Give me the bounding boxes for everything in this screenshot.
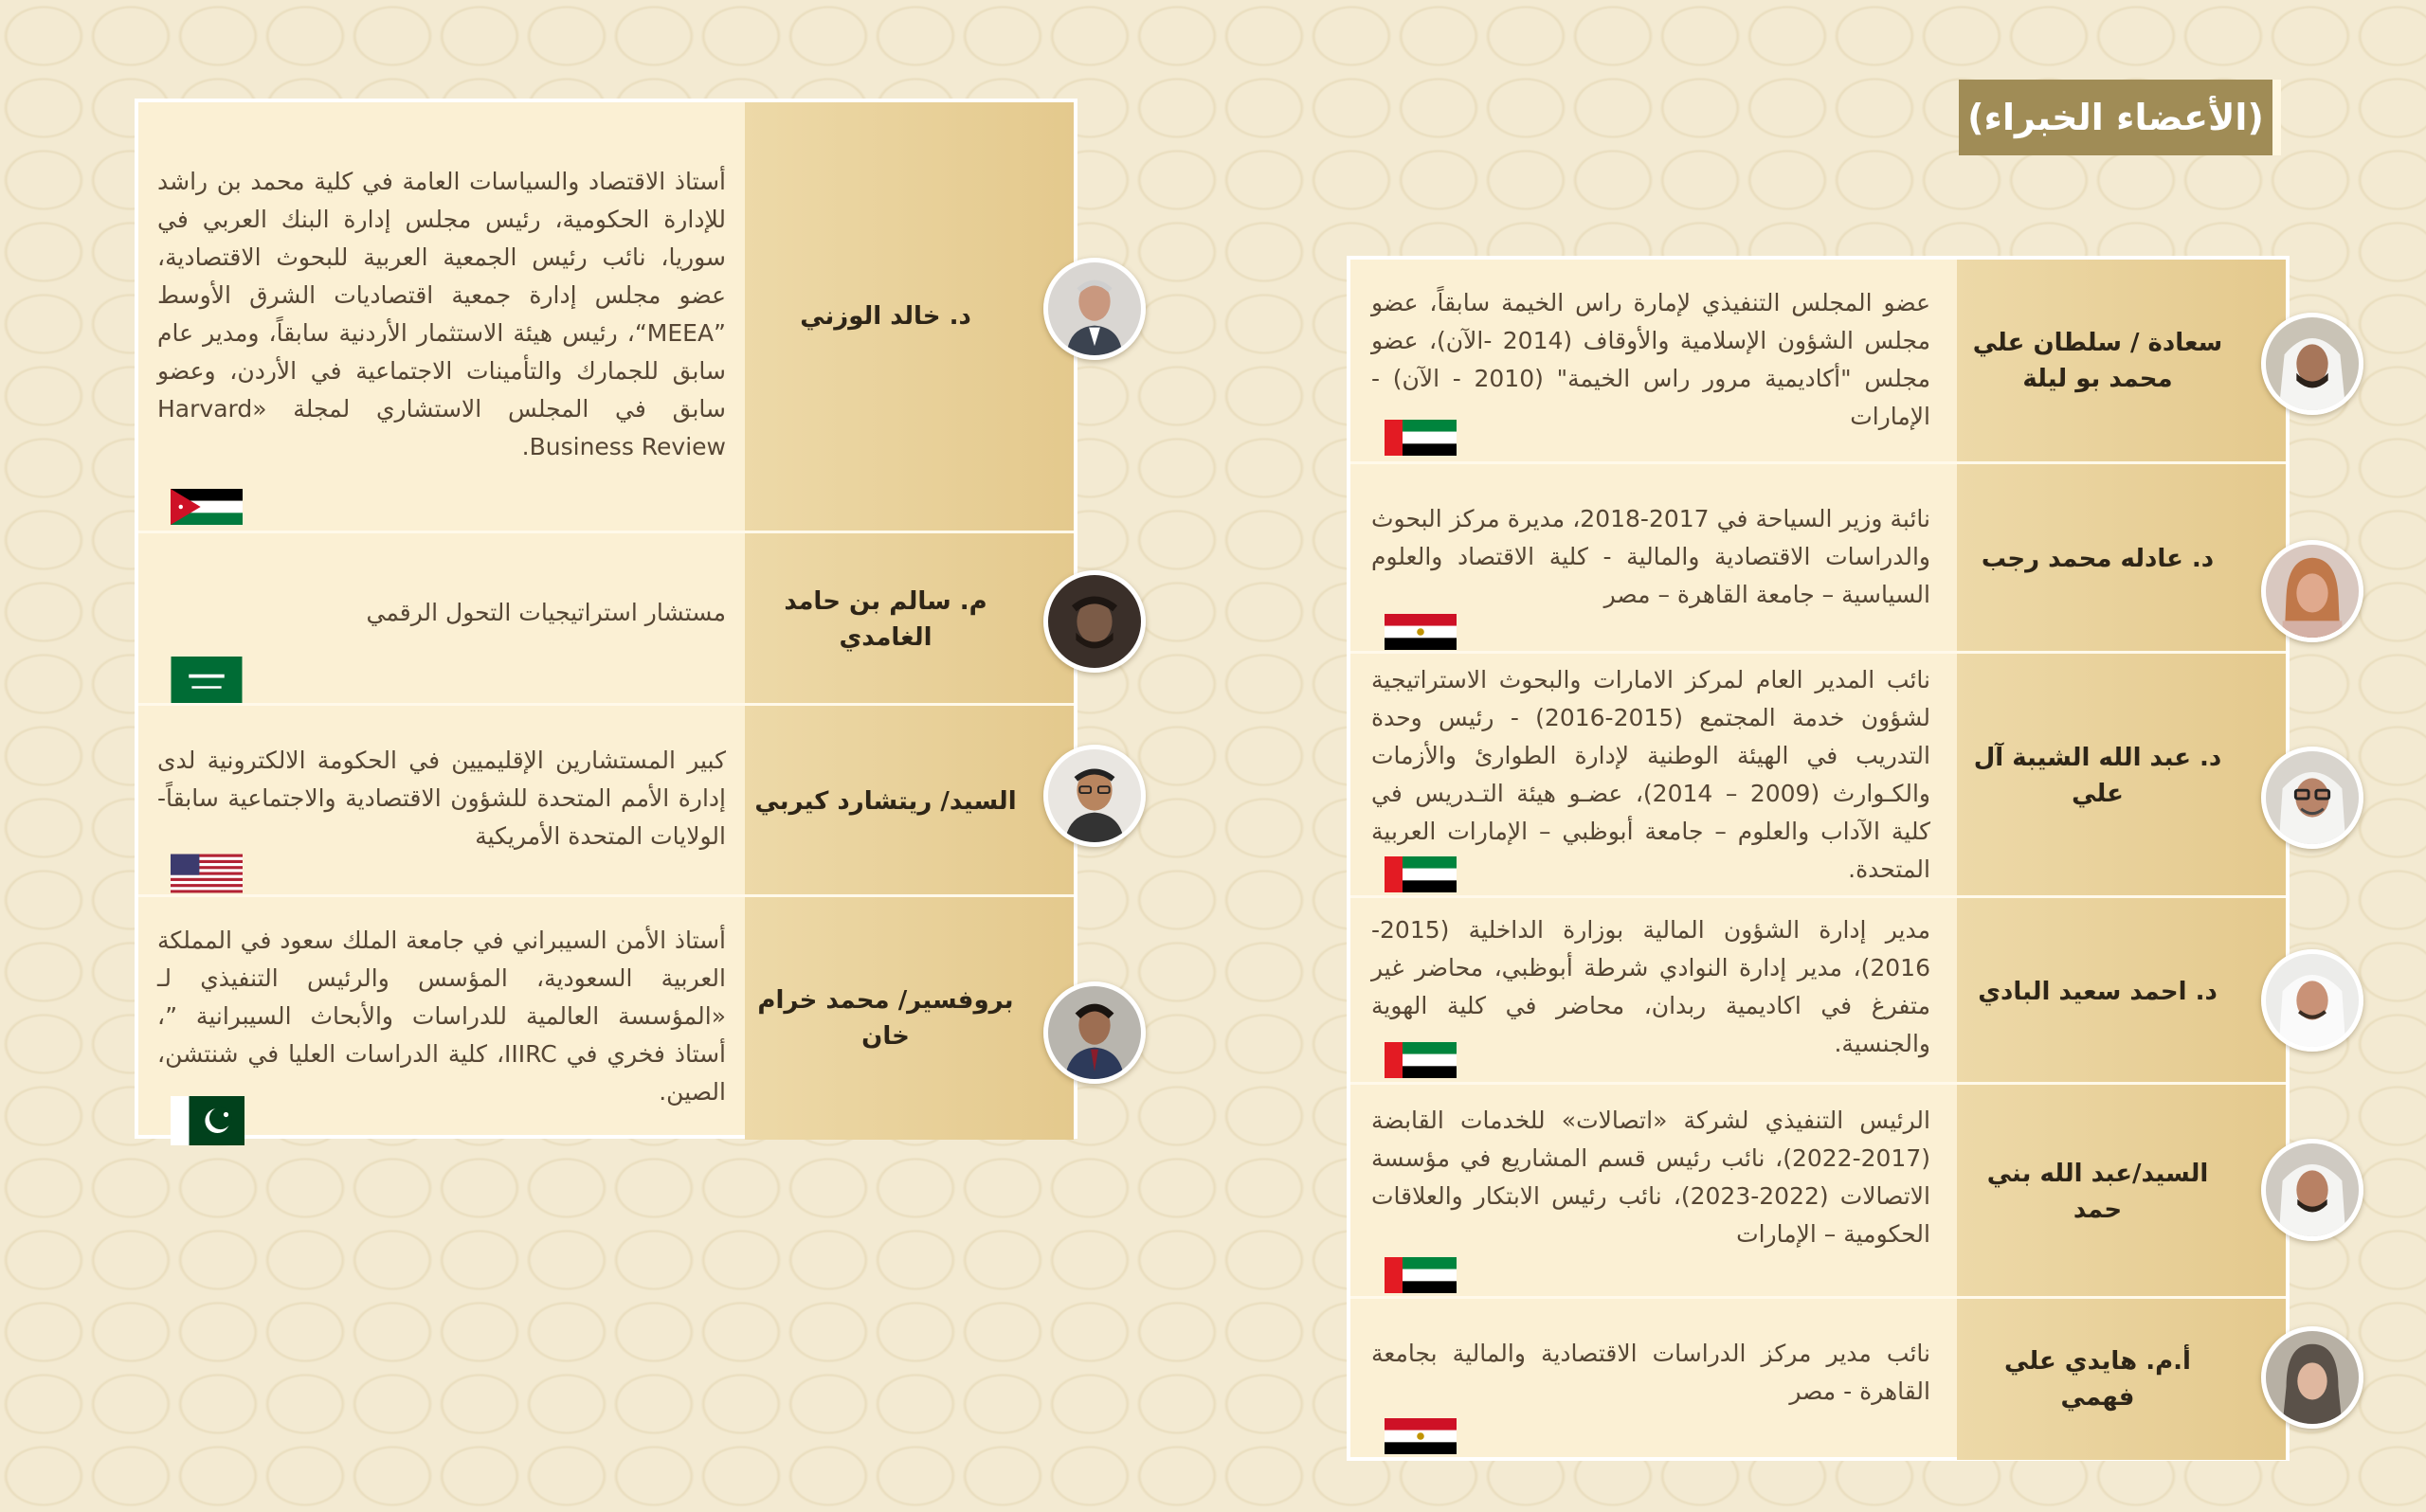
member-photo (2261, 1326, 2363, 1429)
member-photo (1043, 745, 1146, 847)
uae-flag-icon (1385, 1251, 1457, 1299)
member-row (1350, 260, 2286, 461)
section-title-box (1959, 80, 2281, 155)
member-row (1350, 1082, 2286, 1299)
egypt-flag-icon (1385, 608, 1457, 656)
member-name: السيد/عبد الله بني حمد (1957, 1085, 2286, 1299)
member-row (138, 894, 1074, 1140)
member-description: كبير المستشارين الإقليميين في الحكومة الالكترونية لدى إدارة الأمم المتحدة للشؤون الاقتصادية والاجتماعية سابقاً- الولايات المتحدة الأمريكية (157, 747, 726, 850)
member-name: د. احمد سعيد البادي (1957, 898, 2286, 1085)
member-row (1350, 461, 2286, 654)
jordan-flag-icon (171, 483, 243, 531)
section-title: (الأعضاء الخبراء) (1967, 97, 2264, 138)
member-description: نائب المدير العام لمركز الامارات والبحوث الاستراتيجية لشؤون خدمة المجتمع (2015-2016) - رئيس وحدة التدريب في الهيئة الوطنية لإدارة الطوارئ والأزمات والكـوارث (2009 – 2014)، عضـو هيئة التـدريس في كلية الآداب والعلوم – جامعة أبوظبي – الإمارات العربية المتحدة. (1371, 666, 1930, 883)
saudi-flag-icon (171, 657, 243, 704)
member-photo (2261, 747, 2363, 849)
member-name: سعادة / سلطان علي محمد بو ليلة (1957, 260, 2286, 461)
member-photo (2261, 949, 2363, 1052)
member-description: نائب مدير مركز الدراسات الاقتصادية والمالية بجامعة القاهرة - مصر (1371, 1340, 1930, 1405)
member-row (1350, 895, 2286, 1085)
member-photo (2261, 1139, 2363, 1241)
member-photo (1043, 981, 1146, 1084)
member-description: أستاذ الاقتصاد والسياسات العامة في كلية محمد بن راشد للإدارة الحكومية، رئيس مجلس إدارة البنك العربي في سوريا، نائب رئيس الجمعية العربية للبحوث الاقتصادية، عضو مجلس إدارة جمعية اقتصاديات الشرق الأوسط ”MEEA“، رئيس هيئة الاستثمار الأردنية سابقاً، ومدير عام سابق للجمارك والتأمينات الاجتماعية في الأردن، وعضو سابق في المجلس الاستشاري لمجلة «Harvard Business Review. (157, 168, 726, 460)
member-row (138, 102, 1074, 531)
uae-flag-icon (1385, 851, 1457, 898)
member-row (138, 531, 1074, 706)
member-name: م. سالم بن حامد الغامدي (745, 533, 1074, 706)
member-name: د. خالد الوزني (745, 102, 1074, 531)
member-name: بروفسير/ محمد خرام خان (745, 897, 1074, 1140)
member-name: السيد/ ريتشارد كيربي (745, 706, 1074, 897)
member-photo (2261, 540, 2363, 642)
expert-members-table-left (135, 99, 1077, 1139)
uae-flag-icon (1385, 414, 1457, 461)
usa-flag-icon (171, 850, 243, 897)
member-description: الرئيس التنفيذي لشركة «اتصالات» للخدمات القابضة (2017-2022)، نائب رئيس قسم المشاريع في مؤسسة الاتصالات (2022-2023)، نائب رئيس الابتكار والعلاقات الحكومية – الإمارات (1371, 1107, 1930, 1248)
member-row (1350, 1296, 2286, 1460)
egypt-flag-icon (1385, 1413, 1457, 1460)
member-row (1350, 651, 2286, 898)
member-name: د. عبد الله الشيبة آل علي (1957, 654, 2286, 898)
member-description: مستشار استراتيجيات التحول الرقمي (366, 599, 726, 626)
member-name: د. عادله محمد رجب (1957, 464, 2286, 654)
pakistan-flag-icon (171, 1096, 244, 1145)
expert-members-table-right (1347, 256, 2290, 1461)
member-description: عضو المجلس التنفيذي لإمارة راس الخيمة سابقاً، عضو مجلس الشؤون الإسلامية والأوقاف (2014 -الآن)، عضو مجلس "أكاديمية مرور راس الخيمة" (2010 - الآن) - الإمارات (1371, 289, 1931, 430)
member-photo (1043, 570, 1146, 673)
uae-flag-icon (1385, 1036, 1457, 1084)
member-name: أ.م. هايدي علي فهمي (1957, 1299, 2286, 1460)
member-description: مدير إدارة الشؤون المالية بوزارة الداخلية (2015-2016)، مدير إدارة النوادي شرطة أبوظبي، محاضر غير متفرغ في اكاديمية ربدان، محاضر في كلية الهوية والجنسية. (1371, 916, 1930, 1057)
member-photo (2261, 313, 2363, 415)
member-row (138, 703, 1074, 897)
member-description: نائبة وزير السياحة في 2017-2018، مديرة مركز البحوث والدراسات الاقتصادية والمالية - كلية الاقتصاد والعلوم السياسية – جامعة القاهرة – مصر (1371, 505, 1930, 608)
member-description: أستاذ الأمن السيبراني في جامعة الملك سعود في المملكة العربية السعودية، المؤسس والرئيس التنفيذي لـ «المؤسسة العالمية للدراسات والأبحاث السيبرانية ”، أستاذ فخري في IIIRC، كلية الدراسات العليا في شنتشن، الصين. (157, 927, 726, 1106)
member-photo (1043, 258, 1146, 360)
